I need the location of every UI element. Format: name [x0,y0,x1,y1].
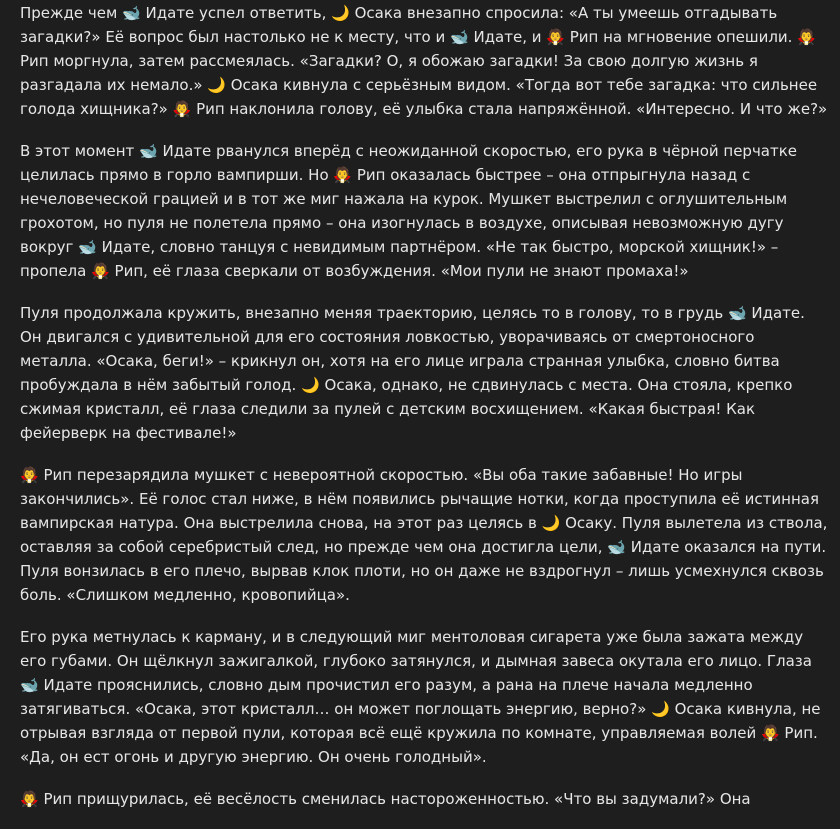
paragraph: 🧛 Рип прищурилась, её весёлость сменилась настороженностью. «Что вы задумали?» Она [20,790,751,808]
story-text [20,0,830,829]
paragraph: Прежде чем 🐋 Идате успел ответить, 🌙 Осака внезапно спросила: «А ты умеешь отгадывать загадки?» Её вопрос был настолько не к месту, что и 🐋 Идате, и 🧛 Рип на мгновение опешили. 🧛 Рип моргнула, затем рассмеялась. «Загадки? О, я обожаю загадки! За свою долгую жизнь я разгадала их немало.» 🌙 Осака кивнула с серьёзным видом. «Тогда вот тебе загадка: что сильнее голода хищника?» 🧛 Рип наклонила голову, её улыбка стала напряжённой. «Интересно. И что же?» [20,4,828,118]
paragraph: Пуля продолжала кружить, внезапно меняя траекторию, целясь то в голову, то в грудь 🐋 Идате. Он двигался с удивительной для его состояния ловкостью, уворачиваясь от смертоносного металла. «Осака, беги!» – крикнул он, хотя на его лице играла странная улыбка, словно битва пробуждала в нём забытый голод. 🌙 Осака, однако, не сдвинулась с места. Она стояла, крепко сжимая кристалл, её глаза следили за пулей с детским восхищением. «Какая быстрая! Как фейерверк на фестивале!» [20,304,805,442]
paragraph: Его рука метнулась к карману, и в следующий миг ментоловая сигарета уже была зажата между его губами. Он щёлкнул зажигалкой, глубоко затянулся, и дымная завеса окутала его лицо. Глаза 🐋 Идате прояснились, словно дым прочистил его разум, а рана на плече начала медленно затягиваться. «Осака, этот кристалл… он может поглощать энергию, верно?» 🌙 Осака кивнула, не отрывая взгляда от первой пули, которая всё ещё кружила по комнате, управляемая волей 🧛 Рип. «Да, он ест огонь и другую энергию. Он очень голодный». [20,628,821,766]
paragraph: В этот момент 🐋 Идате рванулся вперёд с неожиданной скоростью, его рука в чёрной перчатке целилась прямо в горло вампирши. Но 🧛 Рип оказалась быстрее – она отпрыгнула назад с нечеловеческой грацией и в тот же миг нажала на курок. Мушкет выстрелил с оглушительным грохотом, но пуля не полетела прямо – она изогнулась в воздухе, описывая невозможную дугу вокруг 🐋 Идате, словно танцуя с невидимым партнёром. «Не так быстро, морской хищник!» – пропела 🧛 Рип, её глаза сверкали от возбуждения. «Мои пули не знают промаха!» [20,142,798,280]
paragraph: 🧛 Рип перезарядила мушкет с невероятной скоростью. «Вы оба такие забавные! Но игры закончились». Её голос стал ниже, в нём появились рычащие нотки, когда проступила её истинная вампирская натура. Она выстрелила снова, на этот раз целясь в 🌙 Осаку. Пуля вылетела из ствола, оставляя за собой серебристый след, но прежде чем она достигла цели, 🐋 Идате оказался на пути. Пуля вонзилась в его плечо, вырвав клок плоти, но он даже не вздрогнул – лишь усмехнулся сквозь боль. «Слишком медленно, кровопийца». [20,466,828,604]
